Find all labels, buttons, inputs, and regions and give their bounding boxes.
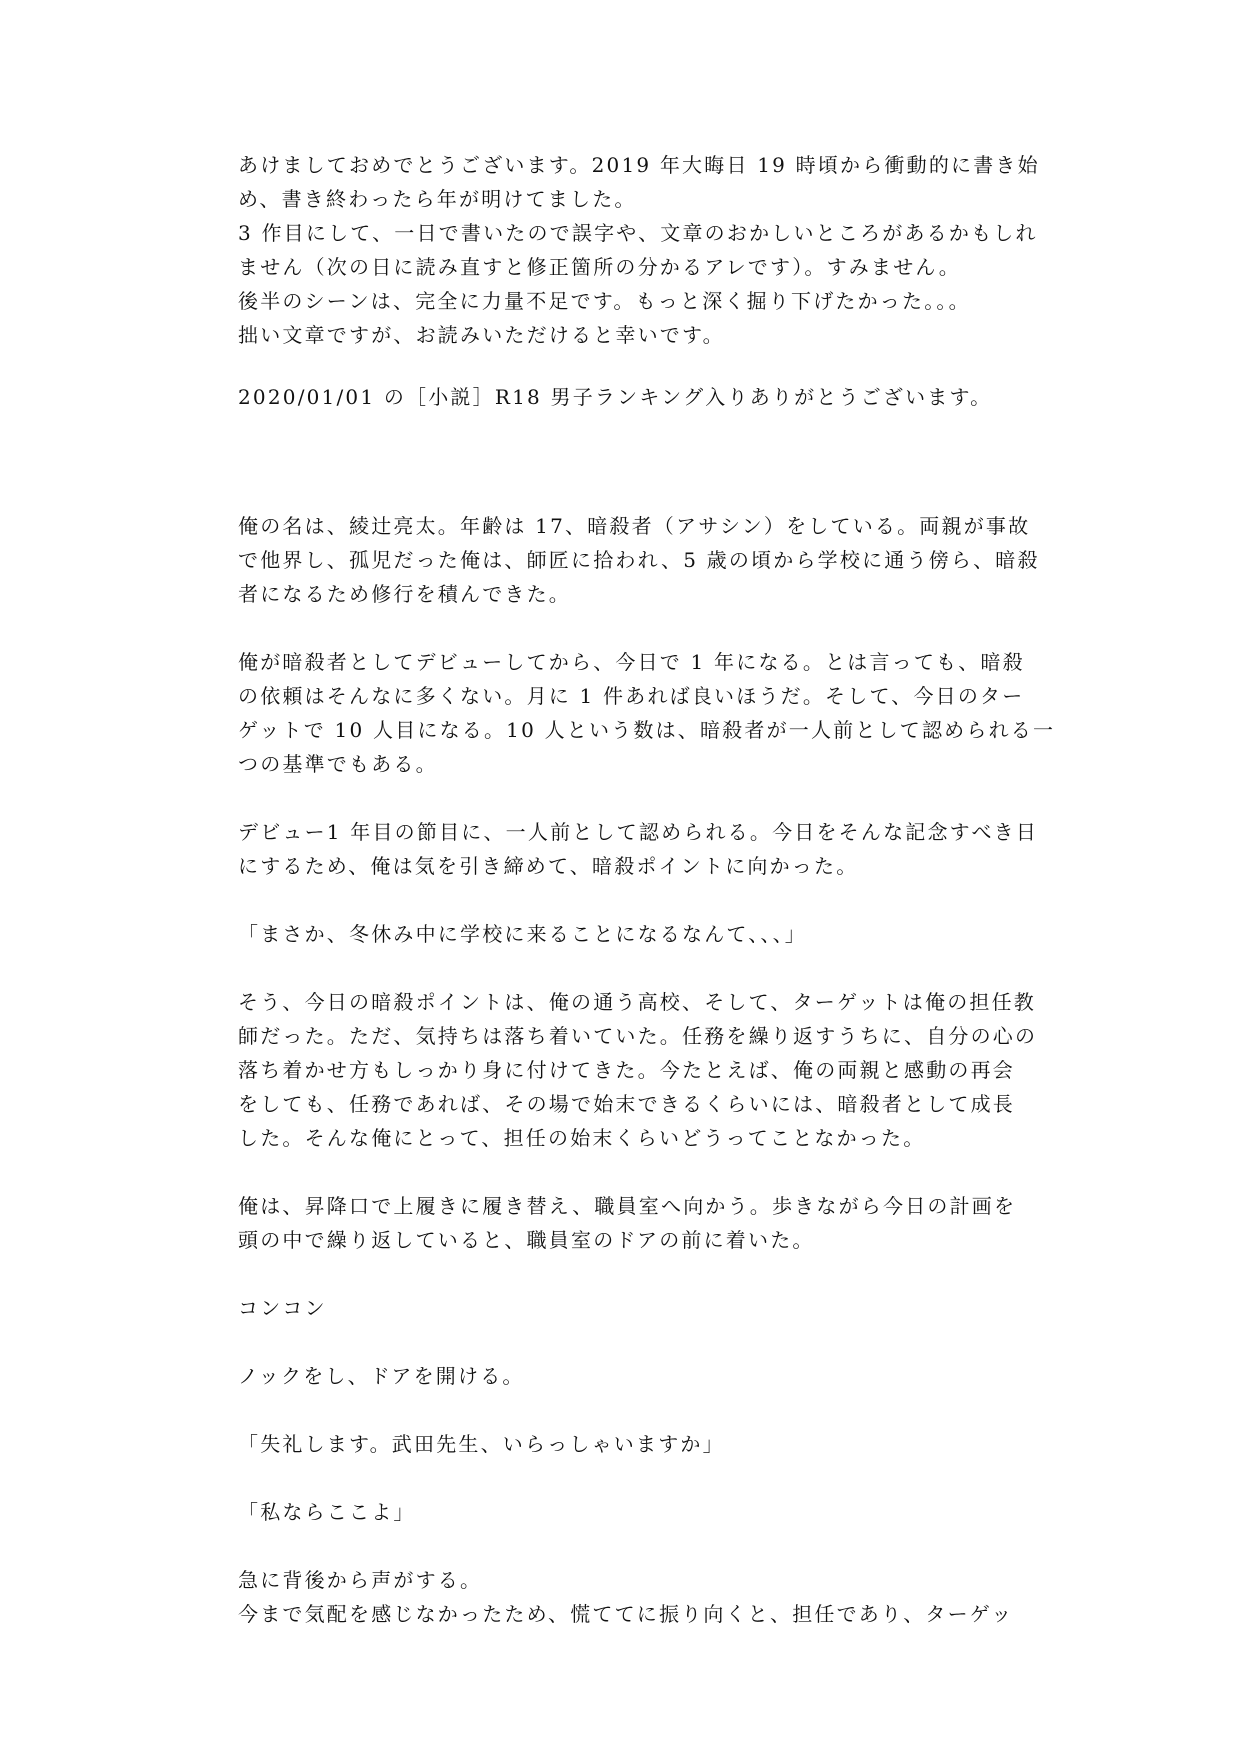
story-line: 師だった。ただ、気持ちは落ち着いていた。任務を繰り返すうちに、自分の心の xyxy=(238,1024,1038,1048)
ranking-thanks-line: 2020/01/01 の［小説］R18 男子ランキング入りありがとうございます。 xyxy=(238,385,993,409)
story-line: をしても、任務であれば、その場で始末できるくらいには、暗殺者として成長 xyxy=(238,1092,1015,1116)
preface-line: 後半のシーンは、完全に力量不足です。もっと深く掘り下げたかった。。。 xyxy=(238,289,971,313)
preface-line: あけましておめでとうございます。2019 年大晦日 19 時頃から衝動的に書き始 xyxy=(238,153,1040,177)
story-line: 者になるため修行を積んできた。 xyxy=(238,582,571,606)
story-line: 頭の中で繰り返していると、職員室のドアの前に着いた。 xyxy=(238,1228,815,1252)
story-line: 落ち着かせ方もしっかり身に付けてきた。今たとえば、俺の両親と感動の再会 xyxy=(238,1058,1015,1082)
preface-line: 拙い文章ですが、お読みいただけると幸いです。 xyxy=(238,323,725,347)
story-line: デビュー1 年目の節目に、一人前として認められる。今日をそんな記念すべき日 xyxy=(238,820,1039,844)
story-line: 俺は、昇降口で上履きに履き替え、職員室へ向かう。歩きながら今日の計画を xyxy=(238,1194,1017,1218)
preface-line: ません（次の日に読み直すと修正箇所の分かるアレです）。すみません。 xyxy=(238,255,961,279)
story-line: の依頼はそんなに多くない。月に 1 件あれば良いほうだ。そして、今日のター xyxy=(238,684,1025,708)
dialogue-line: 「失礼します。武田先生、いらっしゃいますか」 xyxy=(238,1432,725,1456)
story-line: 急に背後から声がする。 xyxy=(238,1568,483,1592)
story-line: で他界し、孤児だった俺は、師匠に拾われ、5 歳の頃から学校に通う傍ら、暗殺 xyxy=(238,548,1040,572)
dialogue-line: 「私ならここよ」 xyxy=(238,1500,416,1524)
story-line: 俺が暗殺者としてデビューしてから、今日で 1 年になる。とは言っても、暗殺 xyxy=(238,650,1025,674)
story-line: ゲットで 10 人目になる。10 人という数は、暗殺者が一人前として認められる一 xyxy=(238,718,1056,742)
dialogue-line: 「まさか、冬休み中に学校に来ることになるなんて、、、」 xyxy=(238,922,807,946)
preface-line: 3 作目にして、一日で書いたので誤字や、文章のおかしいところがあるかもしれ xyxy=(238,221,1038,245)
story-line: ノックをし、ドアを開ける。 xyxy=(238,1364,525,1388)
story-line: にするため、俺は気を引き締めて、暗殺ポイントに向かった。 xyxy=(238,854,859,878)
sound-effect-line: コンコン xyxy=(238,1296,327,1320)
preface-line: め、書き終わったら年が明けてました。 xyxy=(238,187,637,211)
preface-block xyxy=(238,148,1040,352)
ranking-thanks xyxy=(238,380,1008,414)
story-line: 今まで気配を感じなかったため、慌ててに振り向くと、担任であり、ターゲッ xyxy=(238,1602,1014,1626)
story-line: 俺の名は、綾辻亮太。年齢は 17、暗殺者（アサシン）をしている。両親が事故 xyxy=(238,514,1031,538)
story-body xyxy=(238,509,1056,1631)
story-line: つの基準でもある。 xyxy=(238,752,438,776)
story-line: そう、今日の暗殺ポイントは、俺の通う高校、そして、ターゲットは俺の担任教 xyxy=(238,990,1036,1014)
story-line: した。そんな俺にとって、担任の始末くらいどうってことなかった。 xyxy=(238,1126,926,1150)
